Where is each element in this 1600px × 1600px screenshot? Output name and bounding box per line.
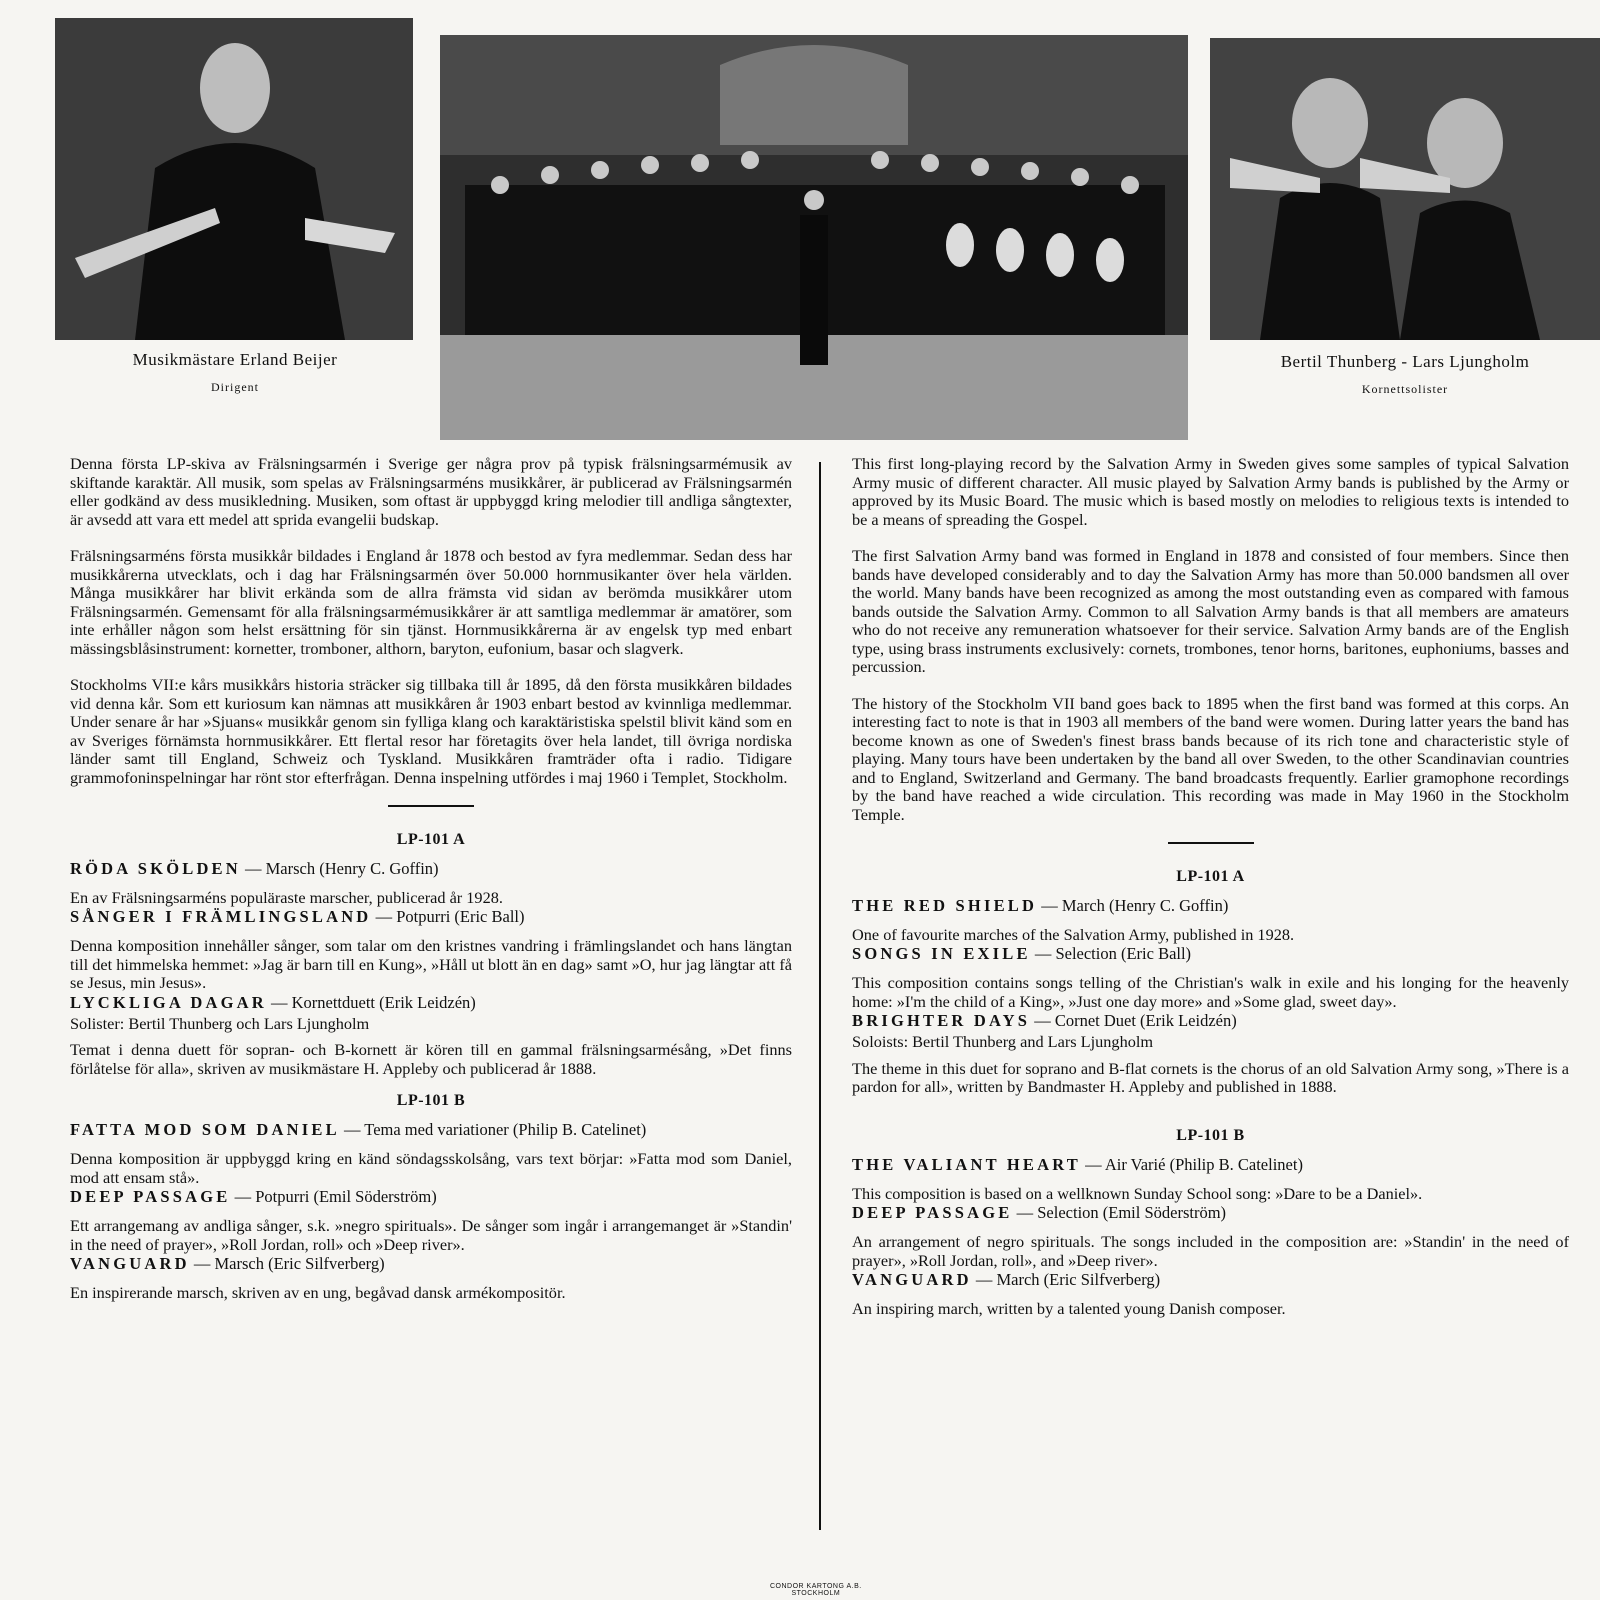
track-description: One of favourite marches of the Salvation Army, published in 1928.: [852, 924, 1295, 944]
track-subtitle: Selection (Emil Söderström): [1037, 1203, 1227, 1222]
track-title-line: [852, 1270, 1569, 1290]
conductor-photo: [55, 18, 413, 340]
printer-credit-line1: CONDOR KARTONG A.B.: [770, 1583, 862, 1590]
track-title-line: [852, 1011, 1569, 1031]
track-subtitle: Marsch (Henry C. Goffin): [265, 858, 439, 878]
track-title-line: [852, 1155, 1569, 1175]
printer-credit: [770, 1583, 862, 1597]
cornet-soloists-photo: [1210, 38, 1600, 340]
track-title: SÅNGER I FRÄMLINGSLAND: [70, 907, 372, 926]
track-title-line: [852, 944, 1569, 964]
track-title-line: [70, 1254, 792, 1274]
track-title: VANGUARD: [852, 1270, 972, 1289]
track-description: Temat i denna duett för sopran- och B-kornett är kören till en gammal frälsningsarmésång, »Det finns förlåtelse för alla», skriven av musikmästare H. Appleby och publicerad år 1888.: [70, 1040, 792, 1078]
track-separator: —: [1030, 1011, 1055, 1030]
brass-band-photo-icon: [440, 35, 1188, 440]
track-title-line: [70, 907, 792, 927]
track-subtitle: Cornet Duet (Erik Leidzén): [1054, 1011, 1237, 1030]
track-subtitle: Potpurri (Eric Ball): [396, 907, 525, 926]
track-separator: —: [1080, 1154, 1105, 1174]
track-subtitle: Tema med variationer (Philip B. Catelinet): [364, 1120, 647, 1139]
track-subtitle: Kornettduett (Erik Leidzén): [291, 992, 476, 1012]
track-subtitle: Air Varié (Philip B. Catelinet): [1104, 1154, 1303, 1174]
track-separator: —: [266, 992, 292, 1012]
column-divider: [819, 462, 821, 1530]
soloists-caption-role: Kornettsolister: [1361, 382, 1449, 396]
track-soloists: Solister: Bertil Thunberg och Lars Ljungholm: [70, 1013, 370, 1033]
conductor-caption-name: Musikmästare Erland Beijer: [132, 350, 338, 369]
track-title: THE RED SHIELD: [852, 895, 1038, 915]
track-title: DEEP PASSAGE: [852, 1203, 1013, 1222]
printer-credit-line2: STOCKHOLM: [791, 1590, 841, 1597]
track-title: VANGUARD: [70, 1254, 190, 1273]
track-subtitle: Marsch (Eric Silfverberg): [214, 1254, 385, 1273]
soloists-caption-name: Bertil Thunberg - Lars Ljungholm: [1280, 352, 1530, 371]
swedish-side-a-label: LP-101 A: [396, 830, 466, 848]
track-title-line: [70, 1120, 792, 1140]
english-intro-paragraph: The history of the Stockholm VII band goes back to 1895 when the first band was formed at this corps. An interesting fact to note is that in 1903 all members of the band were women. During latter years the band has become known as one of Sweden's finest brass bands because of its rich tone and characteristic style of playing. Many tours have been undertaken by the band all over Sweden, to the other Scandinavian countries and to England, Switzerland and Germany. The band broadcasts frequently. Earlier gramophone recordings by the band have reached a wide circulation. This recording was made in May 1960 in the Stockholm Temple.: [852, 693, 1569, 824]
track-title-line: [852, 896, 1569, 916]
track-subtitle: March (Henry C. Goffin): [1061, 895, 1229, 915]
track-separator: —: [189, 1254, 215, 1273]
track-subtitle: March (Eric Silfverberg): [996, 1270, 1161, 1289]
track-description: En inspirerande marsch, skriven av en ung, begåvad dansk armékompositör.: [70, 1283, 566, 1302]
conductor-caption-role: Dirigent: [211, 380, 259, 394]
track-description: This composition contains songs telling of the Christian's walk in exile and his longing for the heavenly home: »I'm the child of a King», »Just one day more» and »Some glad, sweet day».: [852, 973, 1569, 1011]
swedish-intro-paragraph: Stockholms VII:e kårs musikkårs historia sträcker sig tillbaka till år 1895, då den första musikkåren bildades vid denna kår. Som ett kuriosum kan nämnas att musikkåren år 1903 enbart bestod av kvinnliga medlemmar. Under senare år har »Sjuans« musikkår genom sin fylliga klang och karaktäristiska spelstil blivit känd som en av Sveriges förnämsta hornmusikkårer. Ett flertal resor har företagits över hela landet, till övriga nordiska länder samt till England, Schweiz och Tyskland. Musikkåren framträder ofta i radio. Tidigare grammofoninspelningar har rönt stor efterfrågan. Denna inspelning utfördes i maj 1960 i Templet, Stockholm.: [70, 675, 792, 787]
english-column: [852, 455, 1569, 1319]
swedish-intro-paragraph: Frälsningsarméns första musikkår bildades i England år 1878 och bestod av fyra medlemmar. Sedan dess har musikkårerna utvecklats, och i dag har Frälsningsarmén över 50.000 hornmusikanter över hela världen. Många musikkårer har blivit erkända som de allra främsta vid sidan av berömda musikkårer utom Frälsningsarmén. Gemensamt för alla frälsningsarmémusikkårer är att samtliga medlemmar är amatörer, som inte erhåller någon som helst ersättning för sin tjänst. Hornmusikkårerna är av engelsk typ med enbart mässingsblåsinstrument: kornetter, tromboner, althorn, baryton, eufonium, basar och slagverk.: [70, 546, 792, 658]
swedish-column: [70, 455, 792, 1303]
track-separator: —: [339, 1120, 365, 1139]
track-title: LYCKLIGA DAGAR: [70, 992, 267, 1012]
track-description: The theme in this duet for soprano and B-flat cornets is the chorus of an old Salvation Army song, »There is a pardon for all», written by Bandmaster H. Appleby and published in 1888.: [852, 1058, 1569, 1096]
track-title-line: [852, 1203, 1569, 1223]
track-title: DEEP PASSAGE: [70, 1187, 231, 1206]
track-title: BRIGHTER DAYS: [852, 1011, 1031, 1030]
track-title: SONGS IN EXILE: [852, 944, 1031, 963]
track-separator: —: [1012, 1203, 1038, 1222]
track-subtitle: Potpurri (Emil Söderström): [255, 1187, 437, 1206]
track-separator: —: [230, 1187, 256, 1206]
swedish-intro-paragraph: Denna första LP-skiva av Frälsningsarmén i Sverige ger några prov på typisk frälsningsarmémusik av skiftande karaktär. All musik, som spelas av Frälsningsarméns musikkårer, är publicerad av Frälsningsarmén eller godkänd av dess musikledning. Musiken, som oftast är uppbyggd kring melodier till andliga sångtexter, är avsedd att vara ett medel att sprida evangelii budskap.: [70, 454, 792, 529]
track-title-line: [70, 993, 792, 1013]
track-subtitle: Selection (Eric Ball): [1055, 944, 1192, 963]
english-intro: [852, 455, 1569, 824]
track-description: This composition is based on a wellknown Sunday School song: »Dare to be a Daniel».: [852, 1183, 1423, 1203]
track-separator: —: [1030, 944, 1056, 963]
track-description: En av Frälsningsarméns populäraste marscher, publicerad år 1928.: [70, 887, 503, 907]
track-description: An inspiring march, written by a talented young Danish composer.: [852, 1299, 1286, 1318]
track-separator: —: [971, 1270, 997, 1289]
track-soloists: Soloists: Bertil Thunberg and Lars Ljungholm: [852, 1032, 1154, 1051]
section-rule: [1168, 842, 1254, 844]
track-title-line: [70, 859, 792, 879]
english-intro-paragraph: This first long-playing record by the Salvation Army in Sweden gives some samples of typical Salvation Army music of different character. All music played by Salvation Army bands is published by the Army or approved by its Music Board. The music which is based mostly on melodies to religious texts is intended to be a means of spreading the Gospel.: [852, 454, 1569, 529]
track-description: Ett arrangemang av andliga sånger, s.k. »negro spirituals». De sånger som ingår i arrangemanget är »Standin' in the need of prayer», »Roll Jordan, roll» och »Deep river».: [70, 1216, 792, 1254]
track-separator: —: [1037, 895, 1062, 915]
track-separator: —: [240, 858, 266, 878]
track-separator: —: [371, 907, 397, 926]
conductor-photo-icon: [55, 18, 413, 340]
track-title: FATTA MOD SOM DANIEL: [70, 1120, 340, 1139]
swedish-intro: [70, 455, 792, 787]
english-side-a-label: LP-101 A: [1176, 867, 1245, 885]
track-description: Denna komposition innehåller sånger, som talar om den kristnes vandring i främlingslandet och hans längtan till det himmelska hemmet: »Jag är barn till en Kung», »Håll ut blott än en dag» samt »O, hur jag längtar att få se Jesus, min Jesus».: [70, 936, 792, 992]
swedish-side-b-label: LP-101 B: [396, 1092, 466, 1109]
english-intro-paragraph: The first Salvation Army band was formed in England in 1878 and consisted of four members. Since then bands have developed considerably and to day the Salvation Army has more than 50.000 bandsmen all over the world. Many bands have been recognized as among the most outstanding even as compared with famous bands outside the Salvation Army. Common to all Salvation Army bands is that all members are amateurs who do not receive any remuneration whatsoever for their service. Salvation Army bands are of the English type, using brass instruments exclusively: cornets, trombones, tenor horns, baritones, euphoniums, basses and percussion.: [852, 546, 1569, 676]
track-title-line: [70, 1187, 792, 1207]
brass-band-photo: [440, 35, 1188, 440]
track-description: An arrangement of negro spirituals. The songs included in the composition are: »Standin' in the need of prayer», »Roll Jordan, roll», and »Deep river».: [852, 1232, 1569, 1270]
track-description: Denna komposition är uppbyggd kring en känd söndagsskolsång, vars text börjar: »Fatta mod som Daniel, mod att ensam stå».: [70, 1149, 792, 1187]
track-title: THE VALIANT HEART: [852, 1154, 1081, 1174]
english-side-b-label: LP-101 B: [1176, 1126, 1245, 1144]
cornet-soloists-photo-icon: [1210, 38, 1600, 340]
section-rule: [388, 805, 474, 807]
track-title: RÖDA SKÖLDEN: [70, 858, 241, 878]
